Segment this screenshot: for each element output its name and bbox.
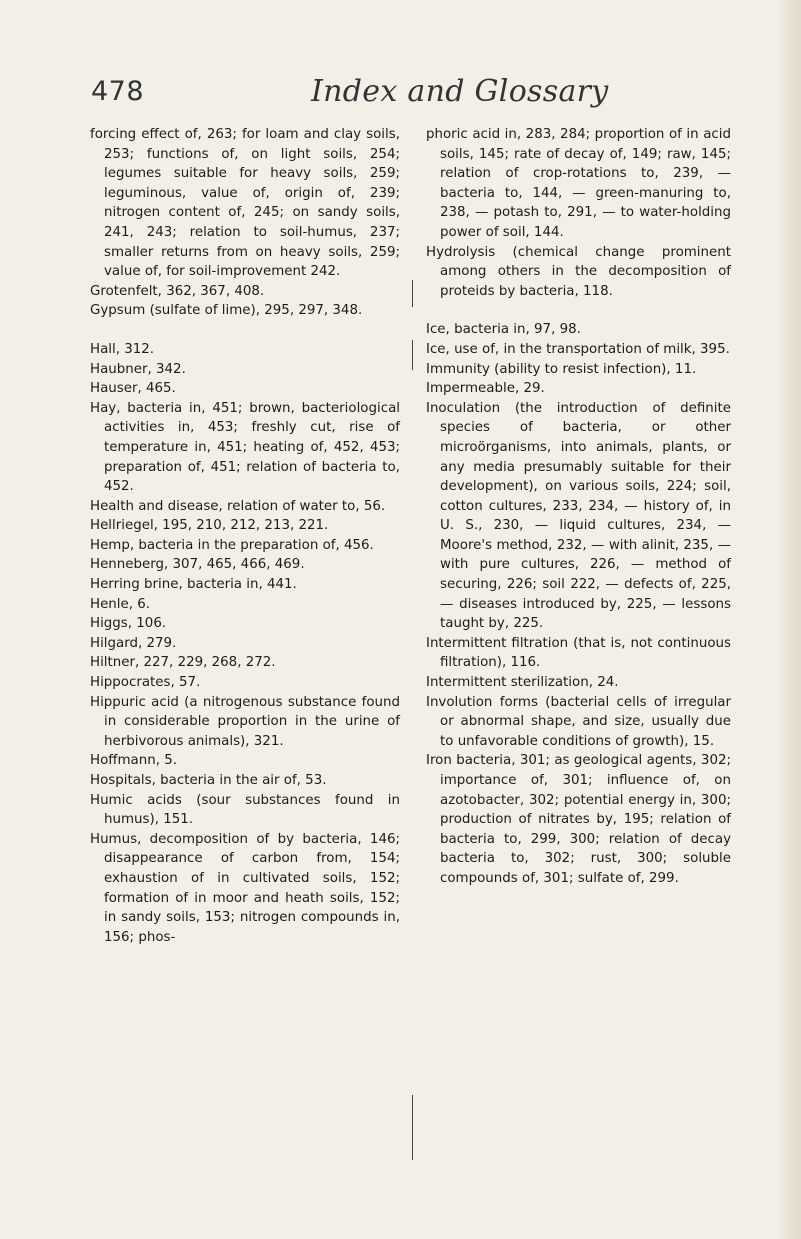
index-entry: Iron bacteria, 301; as geological agents, 302; importance of, 301; influence of, on azotobacter, 302; potential energy in, 300; production of nitrates by, 195; relation of bacteria to, 299, 300; relation of decay bacteria to, 302; rust, 300; soluble compounds of, 301; sulfate of, 299.: [426, 753, 731, 886]
column-divider: [412, 340, 413, 370]
index-entry: forcing effect of, 263; for loam and clay soils, 253; functions of, on light soils, 254; legumes suitable for heavy soils, 259; leguminous, value of, origin of, 239; nitrogen content of, 245; on sandy soils, 241, 243; relation to soil-humus, 237; smaller returns from on heavy soils, 259; value of, for soil-improvement 242.: [90, 127, 400, 280]
index-entry: Intermittent filtration (that is, not continuous filtration), 116.: [426, 635, 731, 671]
index-entry: phoric acid in, 283, 284; proportion of in acid soils, 145; rate of decay of, 149; raw, 145; relation of crop-rotations to, 239, — bacteria to, 144, — green-manuring to, 238, — potash to, 291, — to water-holding power of soil, 144.: [426, 127, 731, 240]
index-entry: Hall, 312.: [90, 341, 155, 357]
index-entry: Inoculation (the introduction of definite species of bacteria, or other microörganisms, into animals, plants, or any media presumably suitable for their development), on various soils, 224; soil, cotton cultures, 233, 234, — history of, in U. S., 230, — liquid cultures, 234, — Moore's method, 232, — with alinit, 235, — with pure cultures, 226, — method of securing, 226; soil 222, — defects of, 225, — diseases introduced by, 225, — lessons taught by, 225.: [426, 400, 731, 632]
index-entry: Haubner, 342.: [90, 361, 186, 377]
index-entry: Henneberg, 307, 465, 466, 469.: [90, 557, 305, 573]
index-entry: Humic acids (sour substances found in humus), 151.: [90, 792, 400, 828]
page-title: Index and Glossary: [311, 74, 609, 109]
index-entry: Hippuric acid (a nitrogenous substance found in considerable proportion in the urine of herbivorous animals), 321.: [90, 694, 400, 749]
index-column-right: [426, 125, 731, 889]
index-entry: Hiltner, 227, 229, 268, 272.: [90, 655, 276, 671]
page-number: 478: [91, 76, 145, 107]
index-entry: Higgs, 106.: [90, 616, 167, 632]
index-entry: Hoffmann, 5.: [90, 753, 177, 769]
index-column-left: [90, 125, 400, 947]
index-entry: Ice, bacteria in, 97, 98.: [426, 322, 581, 338]
index-entry: Hippocrates, 57.: [90, 675, 201, 691]
index-entry: Gypsum (sulfate of lime), 295, 297, 348.: [90, 303, 363, 319]
index-entry: Hilgard, 279.: [90, 635, 177, 651]
index-entry: Humus, decomposition of by bacteria, 146; disappearance of carbon from, 154; exhaustion of in cultivated soils, 152; formation of in moor and heath soils, 152; in sandy soils, 153; nitrogen compounds in, 156; phos-: [90, 831, 400, 945]
index-entry: Hauser, 465.: [90, 381, 176, 397]
index-entry: Intermittent sterilization, 24.: [426, 675, 619, 691]
index-entry: Immunity (ability to resist infection), 11.: [426, 361, 697, 377]
column-divider: [412, 280, 413, 307]
index-entry: Hay, bacteria in, 451; brown, bacteriological activities in, 453; freshly cut, rise of temperature in, 451; heating of, 452, 453; preparation of, 451; relation of bacteria to, 452.: [90, 400, 400, 495]
column-divider: [412, 1095, 413, 1160]
index-entry: Hospitals, bacteria in the air of, 53.: [90, 773, 327, 788]
index-entry: Hemp, bacteria in the preparation of, 456.: [90, 537, 374, 553]
index-entry: Impermeable, 29.: [426, 381, 545, 397]
index-entry: Grotenfelt, 362, 367, 408.: [90, 283, 265, 299]
index-entry: Hydrolysis (chemical change prominent among others in the decomposition of proteids by bacteria, 118.: [426, 244, 731, 299]
index-entry: Ice, use of, in the transportation of milk, 395.: [426, 341, 730, 357]
index-entry: Involution forms (bacterial cells of irregular or abnormal shape, and size, usually due to unfavorable conditions of growth), 15.: [426, 694, 731, 749]
index-entry: Hellriegel, 195, 210, 212, 213, 221.: [90, 518, 329, 534]
index-entry: Herring brine, bacteria in, 441.: [90, 577, 297, 593]
index-entry: Health and disease, relation of water to, 56.: [90, 498, 386, 514]
scanned-page-edge: [779, 0, 801, 1239]
index-entry: Henle, 6.: [90, 596, 151, 612]
